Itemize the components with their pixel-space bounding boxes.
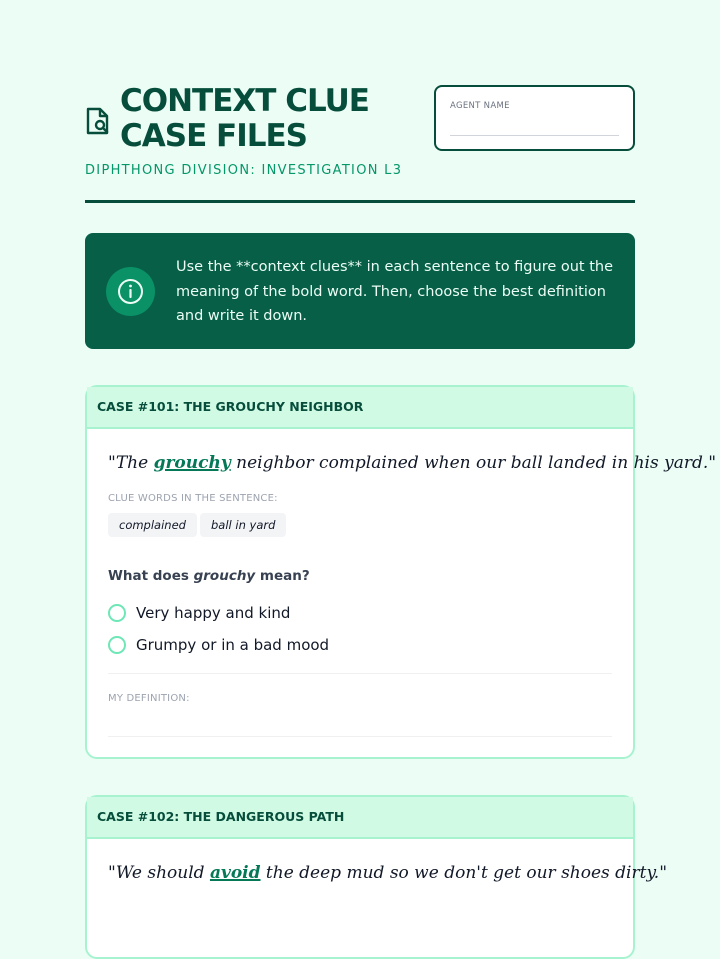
question-end: mean?	[255, 568, 310, 584]
answer-option-2[interactable]	[108, 636, 408, 656]
target-word: grouchy	[153, 453, 231, 473]
info-icon	[116, 277, 145, 306]
question-start: What does	[108, 568, 194, 584]
case-sentence	[108, 453, 716, 473]
page-title	[120, 84, 440, 154]
radio-button[interactable]	[108, 604, 126, 622]
header-divider	[85, 200, 635, 203]
agent-name-field[interactable]	[434, 85, 635, 151]
clue-chip: ball in yard	[200, 513, 286, 537]
clue-words-label: CLUE WORDS IN THE SENTENCE:	[108, 493, 278, 504]
worksheet-header	[85, 0, 635, 205]
case-card-101	[85, 385, 717, 759]
sentence-start: "The	[108, 453, 154, 473]
instructions-text: Use the **context clues** in each sentence to figure out the meaning of the bold word. Then, choose the best definition and write it down.	[176, 259, 614, 324]
file-search-icon	[85, 106, 111, 136]
worksheet-page	[85, 0, 717, 883]
title-line-1: CONTEXT CLUE	[120, 83, 369, 119]
title-line-2: CASE FILES	[120, 118, 308, 154]
option-label: Grumpy or in a bad mood	[136, 636, 330, 654]
case-sentence	[108, 863, 667, 883]
answer-option-1[interactable]	[108, 604, 408, 624]
page-subtitle: DIPHTHONG DIVISION: INVESTIGATION L3	[85, 163, 403, 178]
option-label: Very happy and kind	[136, 604, 291, 622]
target-word: avoid	[209, 863, 261, 883]
clue-chip: complained	[108, 513, 197, 537]
case-title: CASE #102: THE DANGEROUS PATH	[97, 809, 345, 824]
question-word: grouchy	[193, 568, 256, 584]
sentence-end: the deep mud so we don't get our shoes dirty."	[260, 863, 668, 883]
section-divider	[108, 673, 612, 674]
agent-name-line	[450, 135, 619, 136]
sentence-end: neighbor complained when our ball landed in his yard."	[230, 453, 717, 473]
instructions-banner	[85, 233, 635, 349]
case-title: CASE #101: THE GROUCHY NEIGHBOR	[97, 399, 364, 414]
case-card-102	[85, 795, 668, 959]
case-header	[87, 387, 633, 429]
definition-label: MY DEFINITION:	[108, 693, 190, 704]
definition-line[interactable]	[108, 736, 612, 737]
agent-name-label: AGENT NAME	[450, 101, 510, 111]
case-header	[87, 797, 633, 839]
radio-button[interactable]	[108, 636, 126, 654]
case-question	[108, 568, 310, 584]
sentence-start: "We should	[108, 863, 210, 883]
